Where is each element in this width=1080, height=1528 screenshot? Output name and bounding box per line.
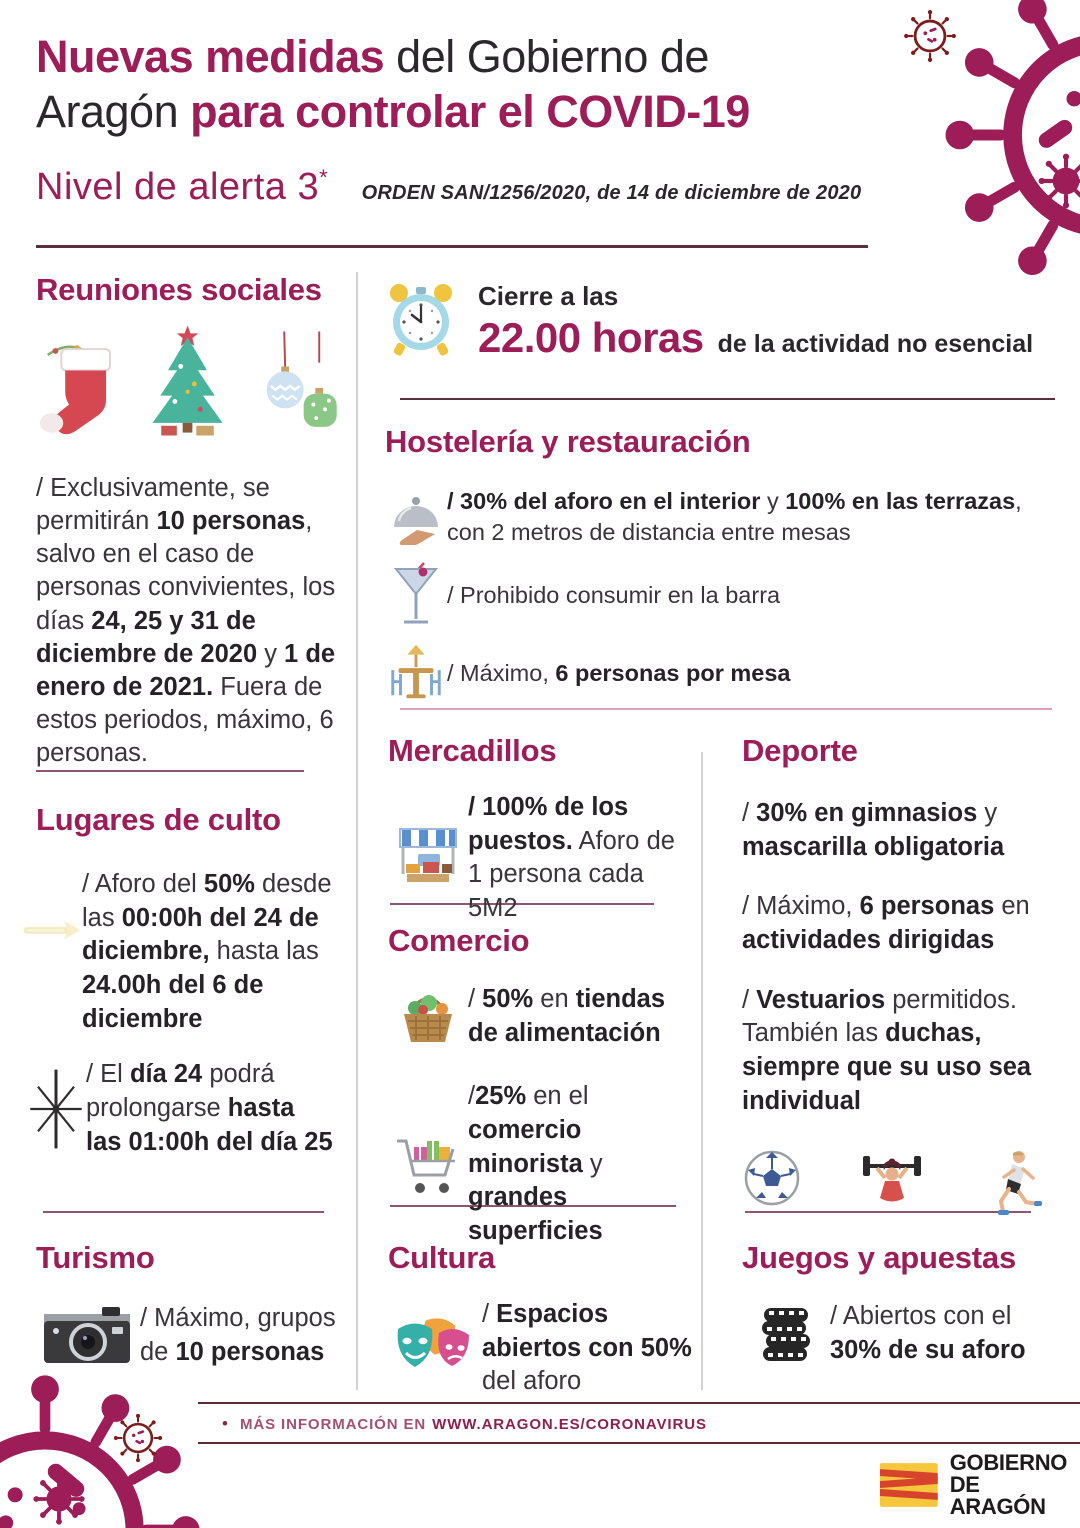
item-text: / Vestuarios permitidos. También las duchas, siempre que su uso sea individual [742, 985, 1032, 1115]
christmas-stocking-icon [36, 334, 126, 440]
mini-virus-icon [30, 1470, 88, 1528]
section-deporte [742, 733, 1054, 1216]
soccer-ball-icon [742, 1148, 802, 1208]
footer-info [222, 1407, 707, 1441]
item-text: / El día 24 podrá prolongarse hasta las 01:00h del día 25 [86, 1060, 333, 1156]
camera-icon [42, 1305, 134, 1367]
item-text: / 30% en gimnasios y mascarilla obligatoria [742, 799, 1005, 861]
market-stall-icon [396, 826, 460, 890]
item-text: /25% en el comercio minorista y grandes superficies [468, 1082, 603, 1245]
section-title: Cultura [388, 1240, 496, 1275]
section-title: Mercadillos [388, 733, 557, 768]
list-item [36, 1302, 366, 1369]
section-comercio [388, 923, 690, 1249]
curfew-line2 [478, 314, 1056, 362]
footer-rule-top [198, 1402, 1080, 1404]
virus-outline-icon [112, 1412, 164, 1464]
header-rule [36, 245, 868, 248]
logo-line2: DE ARAGÓN [949, 1472, 1046, 1519]
section-turismo [36, 1240, 366, 1369]
item-text: / Máximo, grupos de 10 personas [140, 1304, 336, 1366]
page-title [36, 30, 896, 140]
star-icon [26, 1061, 86, 1157]
item-text: / Máximo, 6 personas en actividades dirigidas [742, 892, 1030, 954]
footer-rule-bottom [198, 1442, 1080, 1444]
column-divider [701, 752, 703, 1390]
footer-info-text: MÁS INFORMACIÓN EN [239, 1415, 427, 1433]
list-item [385, 642, 1053, 704]
poker-chips-icon [756, 1302, 816, 1366]
alert-asterisk: * [319, 164, 328, 190]
section-lugares-de-culto [36, 802, 354, 1159]
mini-virus-icon [1035, 150, 1080, 212]
section-rule [400, 708, 1052, 710]
section-hosteleria [385, 424, 1053, 704]
bullet-icon: • [222, 1414, 228, 1433]
shopping-cart-icon [394, 1131, 462, 1197]
curfew-scope: de la actividad no esencial [717, 330, 1034, 358]
list-item [388, 983, 690, 1050]
grocery-basket-icon [396, 987, 460, 1047]
item-text: / Aforo del 50% desde las 00:00h del 24 de diciembre, hasta las 24.00h del 6 de diciembre [82, 870, 332, 1033]
order-reference: ORDEN SAN/1256/2020, de 14 de diciembre de 2020 [361, 181, 862, 204]
aragon-flag-icon [878, 1460, 940, 1510]
cocktail-icon [393, 562, 439, 628]
column-divider [356, 272, 358, 1390]
gobierno-aragon-logo [878, 1452, 1080, 1518]
curfew-line1: Cierre a las [478, 281, 619, 311]
section-title: Deporte [742, 733, 858, 768]
item-text: / Espacios abiertos con 50% del aforo [482, 1300, 692, 1396]
curfew-banner [478, 281, 1056, 362]
item-text: / Máximo, 6 personas por mesa [447, 659, 791, 686]
running-icon [982, 1148, 1042, 1216]
terrace-table-icon [385, 642, 447, 704]
alert-level: Nivel de alerta 3 [36, 165, 320, 208]
item-text: / Abiertos con el 30% de su aforo [830, 1302, 1026, 1364]
section-title: Reuniones sociales [36, 272, 322, 307]
list-item [385, 486, 1053, 548]
section-title: Hostelería y restauración [385, 424, 751, 459]
christmas-ornaments-icon [255, 330, 348, 440]
list-item [742, 1300, 1057, 1367]
title-line1: Nuevas medidas del Gobierno de [36, 31, 709, 82]
alarm-clock-icon [383, 280, 459, 360]
list-item [36, 868, 354, 1036]
logo-text [950, 1452, 1080, 1518]
section-rule [43, 1211, 324, 1213]
list-item [36, 1058, 354, 1159]
section-rule [36, 770, 304, 772]
cloche-icon [389, 489, 443, 545]
virus-outline-icon [902, 8, 958, 64]
section-title: Juegos y apuestas [742, 1240, 1016, 1275]
alert-row [36, 166, 896, 209]
section-rule [400, 398, 1055, 400]
curfew-time: 22.00 horas [478, 314, 704, 361]
theater-masks-icon [395, 1315, 475, 1381]
item-text: / 30% del aforo en el interior y 100% en las terrazas, con 2 metros de distancia entre mesas [447, 488, 1022, 546]
item-text: / 100% de los puestos. Aforo de 1 persona cada 5M2 [468, 793, 675, 922]
section-title: Turismo [36, 1240, 155, 1275]
header [36, 30, 896, 209]
section-reuniones-sociales [36, 272, 348, 770]
list-item [388, 791, 690, 926]
footer-info-url[interactable]: WWW.ARAGON.ES/CORONAVIRUS [432, 1415, 707, 1433]
section-body: / Exclusivamente, se permitirán 10 personas, salvo en el caso de personas convivientes, los días 24, 25 y 31 de diciembre de 2020 y 1 de enero de 2021. Fuera de estos periodos, máximo, 6 personas. [36, 474, 336, 768]
section-mercadillos [388, 733, 690, 926]
christmas-tree-icon [134, 322, 241, 440]
list-item [388, 1080, 690, 1248]
section-title: Lugares de culto [36, 802, 281, 837]
section-cultura [388, 1240, 693, 1399]
title-line2: Aragón para controlar el COVID-19 [36, 85, 750, 137]
section-title: Comercio [388, 923, 530, 958]
sports-icons-row [742, 1148, 1042, 1216]
item-text: / 50% en tiendas de alimentación [468, 985, 666, 1047]
weightlifting-icon [859, 1148, 925, 1214]
shooting-star-icon [22, 912, 82, 948]
section-juegos-y-apuestas [742, 1240, 1057, 1367]
list-item [388, 1298, 693, 1399]
logo-line1: GOBIERNO [949, 1450, 1068, 1475]
item-text: / Prohibido consumir en la barra [447, 581, 781, 608]
christmas-icons-row [36, 322, 348, 440]
list-item [385, 562, 1053, 628]
